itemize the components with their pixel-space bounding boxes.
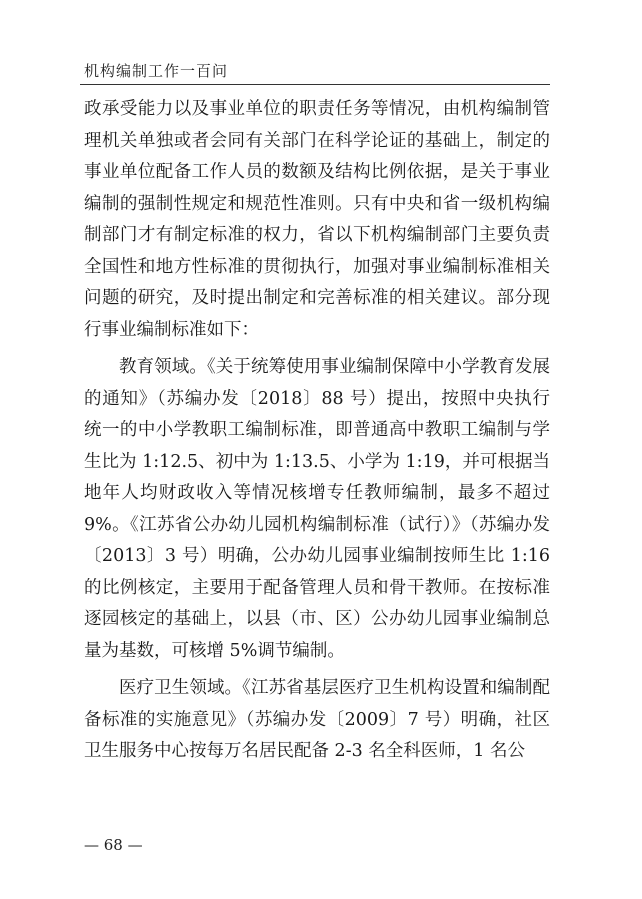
running-header: 机构编制工作一百问 [84,62,229,80]
page-number: — 68 — [84,836,143,854]
paragraph-intro: 政承受能力以及事业单位的职责任务等情况，由机构编制管理机关单独或者会同有关部门在科学论证的基础上，制定的事业单位配备工作人员的数额及结构比例依据，是关于事业编制的强制性规定和规范性准则。只有中央和省一级机构编制部门才有制定标准的权力，省以下机构编制部门主要负责全国性和地方性标准的贯彻执行，加强对事业编制标准相关问题的研究，及时提出制定和完善标准的相关建议。部分现行事业编制标准如下： [84,99,550,340]
header-rule [80,84,550,85]
paragraph-education: 教育领域。《关于统筹使用事业编制保障中小学教育发展的通知》（苏编办发〔2018〕88 号）提出，按照中央执行统一的中小学教职工编制标准，即普通高中教职工编制与学生比为 1:12.5、初中为 1:13.5、小学为 1:19，并可根据当地年人均财政收入等情况核增专任教师编制，最多不超过 9%。《江苏省公办幼儿园机构编制标准（试行）》（苏编办发〔2013〕3 号）明确，公办幼儿园事业编制按师生比 1:16 的比例核定，主要用于配备管理人员和骨干教师。在按标准逐园核定的基础上，以县（市、区）公办幼儿园事业编制总量为基数，可核增 5%调节编制。 [84,357,550,661]
page-body [84,94,550,768]
paragraph-healthcare: 医疗卫生领域。《江苏省基层医疗卫生机构设置和编制配备标准的实施意见》（苏编办发〔2009〕7 号）明确，社区卫生服务中心按每万名居民配备 2-3 名全科医师，1 名公 [84,678,550,761]
